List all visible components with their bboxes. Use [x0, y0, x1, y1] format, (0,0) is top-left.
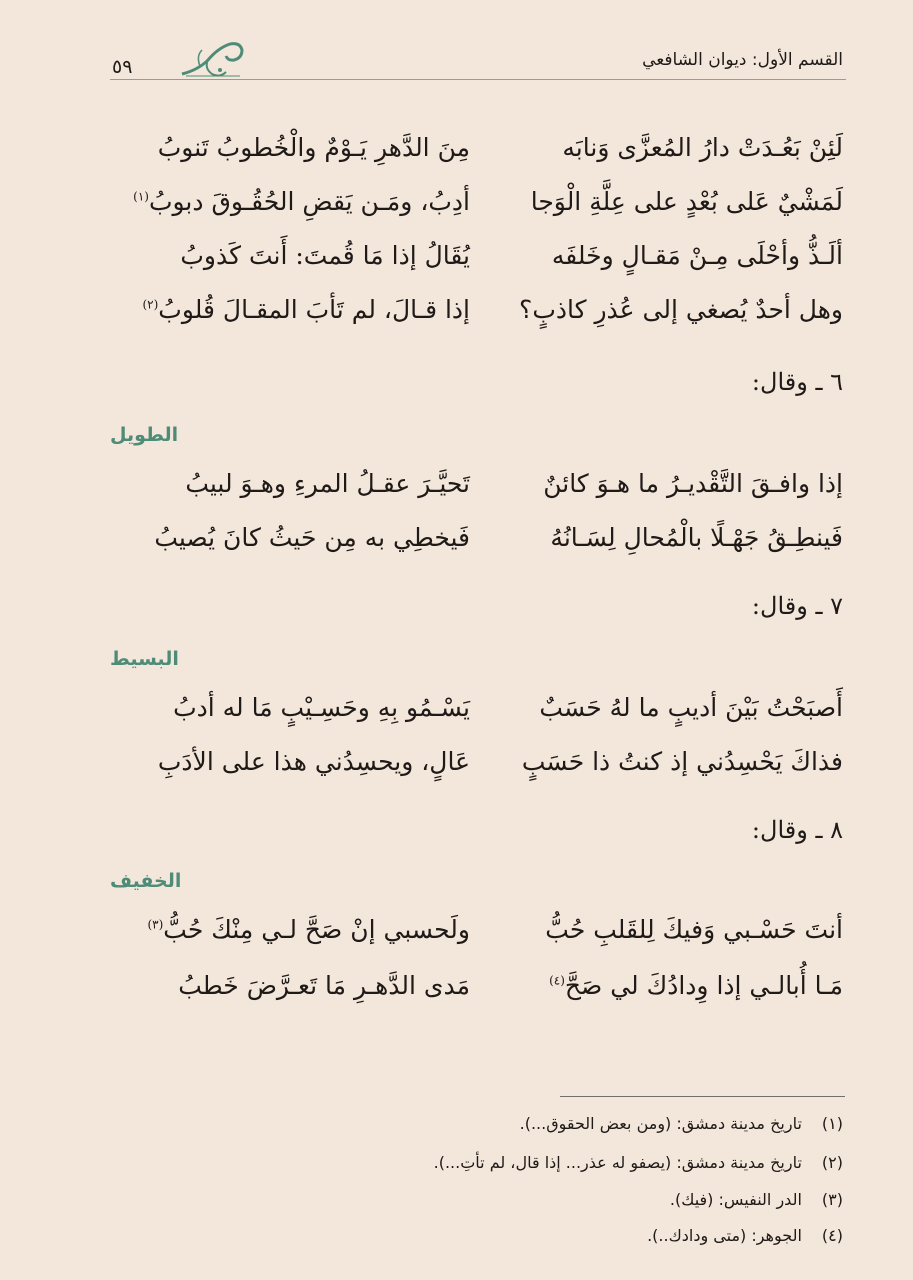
footnote-text: الجوهر: (متى ودادك..).: [647, 1226, 802, 1245]
footnote-marker: (٤): [549, 973, 565, 988]
meter-label: الخفيف: [110, 870, 182, 892]
verse-first-hemistich: ألَـذُّ وأحْلَى مِـنْ مَقـالٍ وخَلفَه: [551, 241, 843, 270]
verse-first-hemistich: لَمَشْيٌ عَلى بُعْدٍ على عِلَّةِ الْوَجا: [530, 187, 843, 216]
footnote-marker: (٣): [147, 917, 164, 932]
verse-second-hemistich: مَدى الدَّهـرِ مَا تَعـرَّضَ خَطبُ: [178, 971, 470, 1000]
verse-second-hemistich: إذا قـالَ، لم تَأبَ المقـالَ قُلوبُ$^{(٢)}$: [142, 295, 470, 324]
verse-first-hemistich: وهل أحدٌ يُصغي إلى عُذرِ كاذبٍ؟: [519, 295, 843, 324]
verse-first-hemistich: لَئِنْ بَعُـدَتْ دارُ المُعزَّى وَنابَه: [562, 133, 843, 162]
verse-second-hemistich: فَيخطِي به مِن حَيثُ كانَ يُصيبُ: [154, 523, 470, 552]
verse-second-hemistich: أدِبُ، ومَـن يَقضِ الحُقُـوقَ دبوبُ$^{(١)}$: [133, 187, 470, 216]
meter-label: البسيط: [110, 648, 179, 670]
header-divider: [110, 79, 846, 80]
footnote-number: (١): [821, 1114, 843, 1133]
footnote: [520, 1110, 843, 1138]
poem-heading: ٦ ـ وقال:: [751, 368, 843, 396]
verse-first-hemistich: أَصبَحْتُ بَيْنَ أديبٍ ما لهُ حَسَبٌ: [539, 693, 843, 722]
verse-first-hemistich: إذا وافـقَ التَّقْديـرُ ما هـوَ كائنٌ: [543, 469, 843, 498]
verse-second-hemistich: يُقَالُ إذا مَا قُمتَ: أَنتَ كَذوبُ: [180, 241, 470, 270]
footnote: [670, 1186, 843, 1214]
footnote: [647, 1222, 843, 1250]
poem-heading: ٨ ـ وقال:: [751, 816, 843, 844]
poem-heading: ٧ ـ وقال:: [751, 592, 843, 620]
verse-first-hemistich: فَينطِـقُ جَهْـلًا بالْمُحالِ لِسَـانُهُ: [550, 523, 843, 552]
footnote-text: تاريخ مدينة دمشق: (ومن بعض الحقوق...).: [519, 1114, 802, 1133]
verse-second-hemistich: مِنَ الدَّهرِ يَـوْمٌ والْخُطوبُ تَنوبُ: [157, 133, 470, 162]
page-number: ٥٩: [112, 56, 133, 78]
verse-second-hemistich: يَسْـمُو بِهِ وحَسِـيْبٍ مَا له أدبُ: [173, 693, 470, 722]
footnote-number: (٣): [821, 1190, 843, 1209]
running-header-title: القسم الأول: ديوان الشافعي: [642, 50, 843, 70]
verse-first-hemistich: أنتَ حَسْـبي وَفيكَ لِلقَلبِ حُبُّ: [545, 915, 843, 944]
footnote: [434, 1149, 843, 1177]
verse-first-hemistich: مَـا أُبالـي إذا وِدادُكَ لي صَحَّ$^{(٤)}$: [549, 971, 843, 1000]
verse-second-hemistich: عَالٍ، ويحسِدُني هذا على الأدَبِ: [157, 747, 470, 776]
footnote-number: (٢): [821, 1153, 843, 1172]
footnote-divider: [560, 1096, 845, 1097]
meter-label: الطويل: [110, 424, 179, 446]
footnote-marker: (٢): [142, 297, 159, 312]
verse-second-hemistich: تَحيَّـرَ عقـلُ المرءِ وهـوَ لبيبُ: [185, 469, 470, 498]
verse-second-hemistich: ولَحسبي إنْ صَحَّ لـي مِنْكَ حُبُّ$^{(٣)}$: [147, 915, 470, 944]
footnote-text: الدر النفيس: (فيك).: [669, 1190, 802, 1209]
footnote-text: تاريخ مدينة دمشق: (يصفو له عذر... إذا قال، لم تأتِ...).: [433, 1153, 802, 1172]
footnote-number: (٤): [821, 1226, 843, 1245]
leaf-ornament-icon: [178, 30, 248, 82]
verse-first-hemistich: فذاكَ يَحْسِدُني إذ كنتُ ذا حَسَبٍ: [521, 747, 843, 776]
footnote-marker: (١): [133, 189, 149, 204]
